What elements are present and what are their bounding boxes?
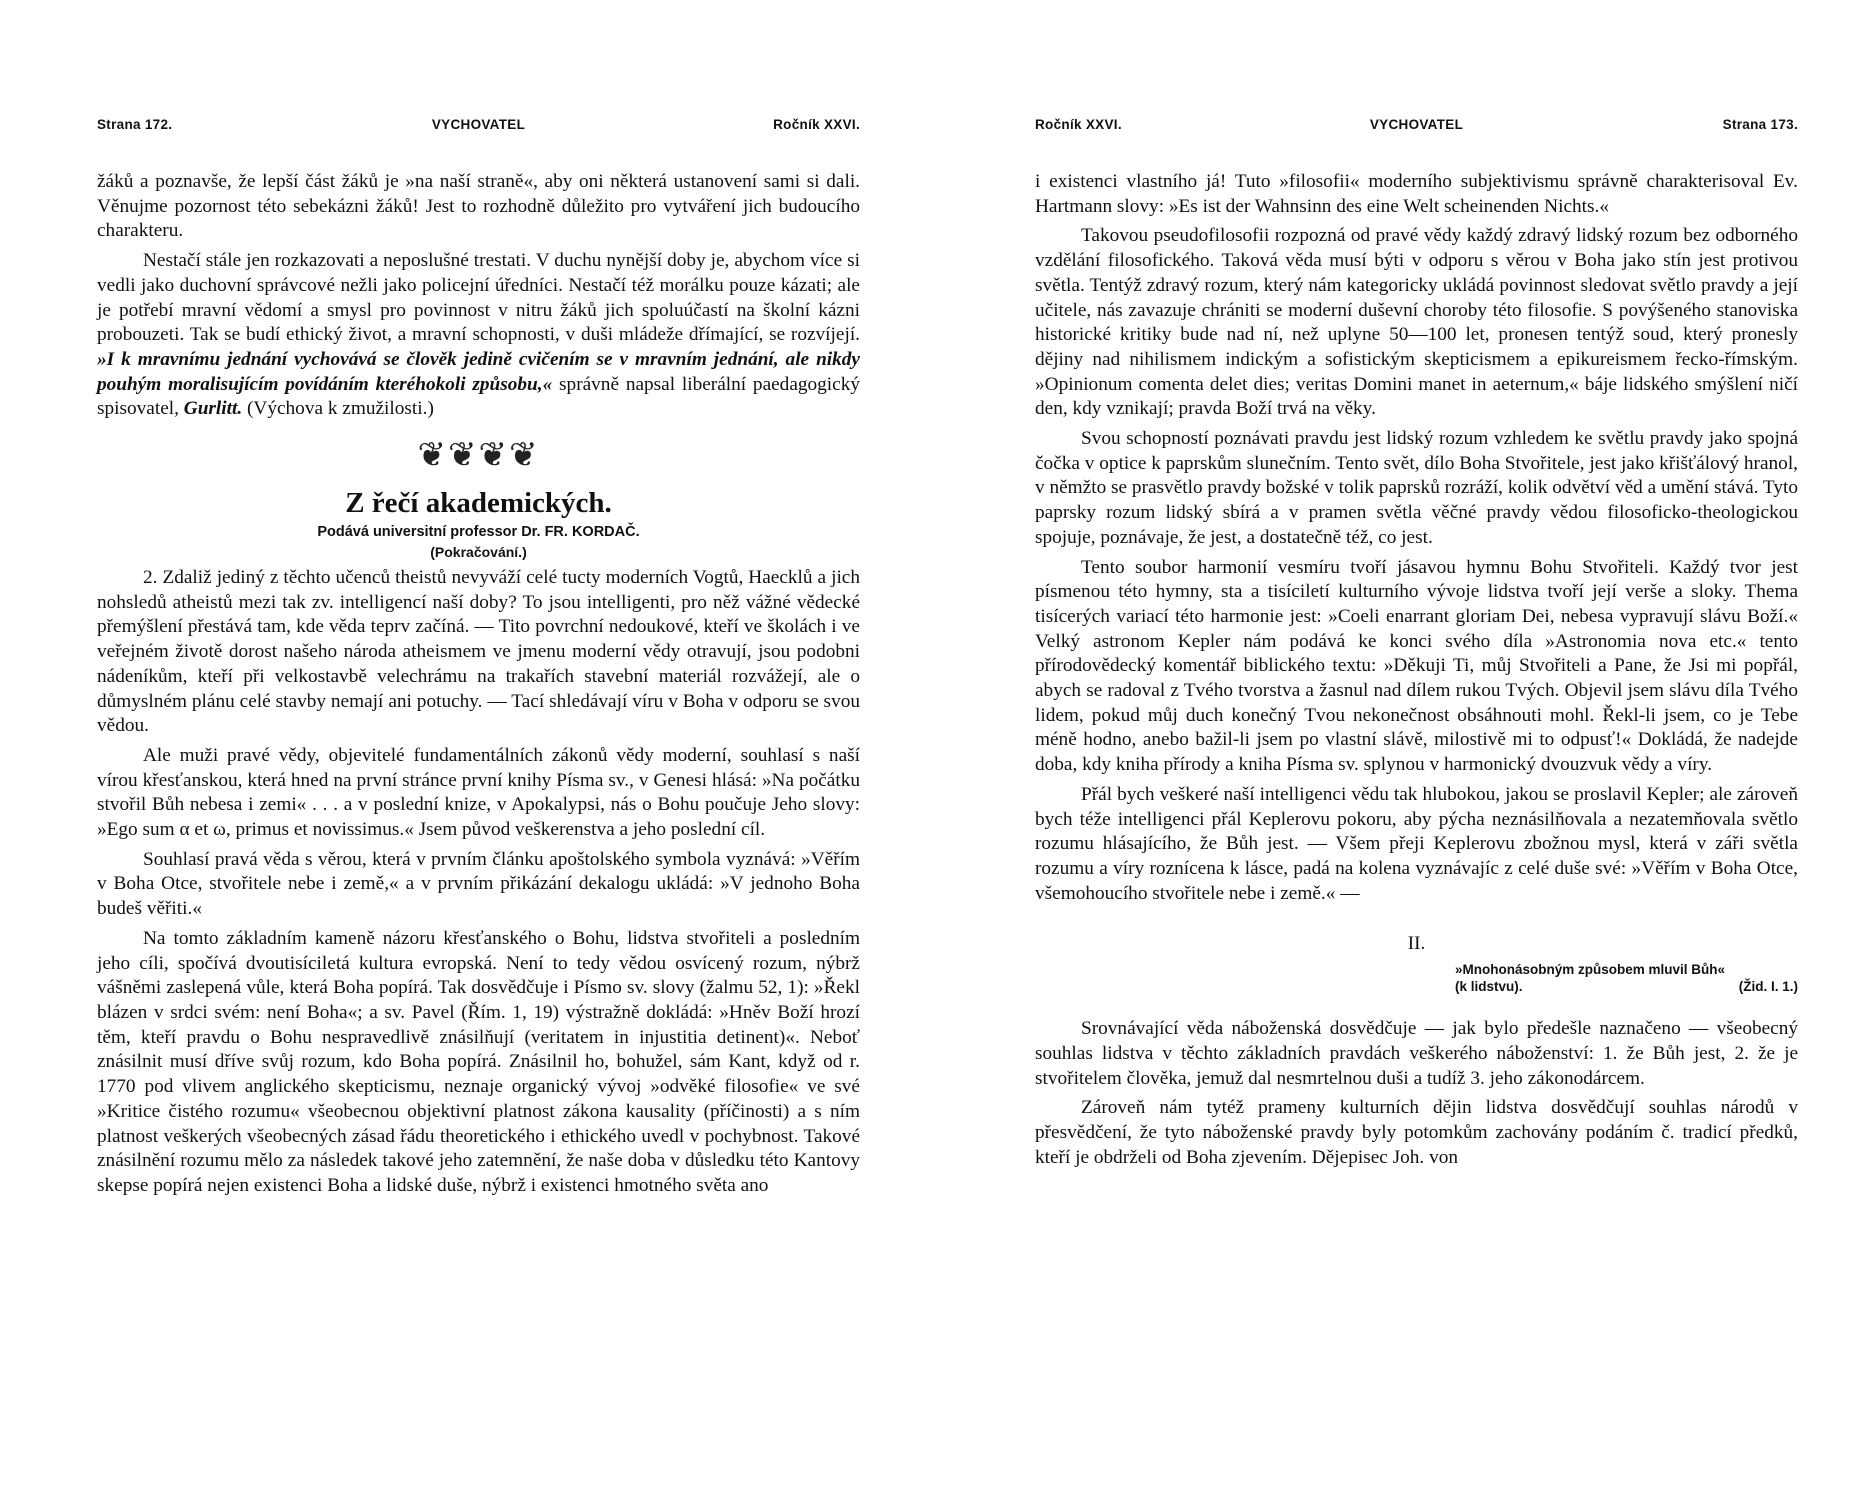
epigraph-note: (k lidstvu). — [1455, 979, 1523, 995]
page-number: Strana 173. — [1722, 117, 1798, 132]
paragraph: Tento soubor harmonií vesmíru tvoří jásavou hymnu Bohu Stvořiteli. Každý tvor jest písmenou této hymny, sta a tisíciletí kulturního vývoje lidstva tvoří její verše a sloky. Thema tisícerých variací této harmonie jest: »Coeli enarrant gloriam Dei, nebesa vypravují slávu Boží.« Velký astronom Kepler nám podává ke konci svého díla »Astronomia nova etc.« tento přírodovědecký komentář biblického textu: »Děkuji Ti, můj Stvořiteli a Pane, že Jsi mi popřál, abych se radoval z Tvého tvorstva a žasnul nad dílem rukou Tvých. Objevil jsem slávu díla Tvého lidem, pokud můj duch konečný Tvou nekonečnost obsáhnouti mohl. Řekl-li jsem, co je Tebe méně hodno, anebo bažil-li jsem po vlastní slávě, milostivě mi to odpusť!« Dokládá, že nadejde doba, kdy kniha přírody a kniha Písma sv. splynou v harmonický dvouzvuk vědy a víry. — [1035, 556, 1798, 776]
paragraph: Takovou pseudofilosofii rozpozná od pravé vědy každý zdravý lidský rozum bez odborného vzdělání filosofického. Taková věda musí býti v odporu s věrou v Boha jako stín jest protivou světla. Tentýž zdravý rozum, který nám kategoricky ukládá povinnost sledovat světlo pravdy a její učitele, nás zavazuje chrániti se moderní duševní choroby této filosofie. S povýšeného stanoviska historické kritiky bude nad ní, než uplyne 50—100 let, pronesen tentýž soud, který pronesly dějiny nad nihilismem indickým a sofistickým skepticismem a epikureismem řecko-římským. »Opinionum comenta delet dies; veritas Domini manet in aeternum,« báje lidského smýšlení ničí den, kdy vznikají; pravda Boží trvá na věky. — [1035, 225, 1798, 420]
journal-title: VYCHOVATEL — [1369, 117, 1464, 132]
volume-label: Ročník XXVI. — [773, 117, 860, 132]
paragraph: 2. Zdaliž jediný z těchto učenců theistů nevyváží celé tucty moderních Vogtů, Haecklů a jich nohsledů atheistů mezi tak zv. intelligencí naší doby? To jsou intelligenti, pro něž vážné vědecké přemýšlení přestává tam, kde věda teprv začíná. — Tito povrchní nedoukové, kteří ve školách i ve veřejném životě dorost našeho národa atheismem ve jmenu moderní vědy otravují, jsou podobni nádeníkům, kteří při velkostavbě velechrámu na trakařích stavební materiál rozvážejí, ale o důmyslném plánu celé stavby nemají ani potuchy. — Tací shledávají víru v Boha v odporu se svou vědou. — [97, 567, 860, 737]
journal-title: VYCHOVATEL — [431, 117, 526, 132]
paragraph: i existenci vlastního já! Tuto »filosofii« moderního subjektivismu správně charakterisoval Ev. Hartmann slovy: »Es ist der Wahnsinn des eine Welt scheinenden Nichts.« — [1035, 171, 1798, 217]
epigraph-quote: »Mnohonásobným způsobem mluvil Bůh« — [1455, 962, 1726, 978]
volume-label: Ročník XXVI. — [1035, 117, 1122, 132]
left-body — [97, 170, 860, 1204]
article-byline: Podává universitní professor Dr. FR. KORDAČ. — [317, 524, 640, 541]
article-title: Z řečí akademických. — [345, 487, 612, 520]
paragraph: Souhlasí pravá věda s věrou, která v prvním článku apoštolského symbola vyznává: »Věřím v Boha Otce, stvořitele nebe i země,« a v prvním přikázání dekalogu ukládá: »V jednoho Boha budeš věřiti.« — [97, 848, 860, 920]
epigraph-source: (Žid. I. 1.) — [1738, 979, 1798, 995]
left-page — [97, 0, 860, 1500]
running-head — [1035, 117, 1798, 137]
ornament: ❦❦❦❦ — [417, 437, 540, 475]
paragraph: Přál bych veškeré naší intelligenci vědu tak hlubokou, jakou se proslavil Kepler; ale zároveň bych téže intelligenci přál Keplerovu pokoru, aby pýcha neznásilňovala a nezatemňovala světlo rozumu hlásajícího, že Bůh jest. — Všem přeji Keplerovu zbožnou mysl, která v záři světla rozumu a víry roznícena k lásce, padá na kolena vyznávajíc z celé duše své: »Věřím v Boha Otce, všemohoucího stvořitele nebe i země.« — — [1035, 783, 1798, 904]
continuation-note: (Pokračování.) — [430, 544, 527, 561]
right-body — [1035, 170, 1798, 1175]
paragraph: Ale muži pravé vědy, objevitelé fundamentálních zákonů vědy moderní, souhlasí s naší vírou křesťanskou, která hned na první stránce první knihy Písma sv., v Genesi hlásá: »Na počátku stvořil Bůh nebesa i zemi« . . . a v poslední knize, v Apokalypsi, nás o Bohu poučuje Jeho slovy: »Ego sum α et ω, primus et novissimus.« Jsem původ veškerenstva a jeho poslední cíl. — [97, 744, 860, 841]
section-number: II. — [1407, 933, 1426, 955]
paragraph: Svou schopností poznávati pravdu jest lidský rozum vzhledem ke světlu pravdy jako spojná čočka v optice k paprskům slunečním. Tento svět, dílo Boha Stvořitele, jest jako křišťálový hranol, v němžto se prasvětlo pravdy božské v tolik paprsků rozráží, kolik odvětví věd a umění stává. Tyto paprsky rozum lidský sbírá a v pramen světla věčné pravdy vědou filosoficko-theologickou spojuje, poznávaje, že jest, a dostatečně též, co jest. — [1035, 428, 1798, 548]
page-number: Strana 172. — [97, 117, 173, 132]
paragraph: Srovnávající věda náboženská dosvědčuje — jak bylo předešle naznačeno — všeobecný souhlas lidstva v těchto základních pravdách veškerého náboženství: 1. že Bůh jest, 2. že je stvořitelem člověka, jemuž dal nesmrtelnou duši a tudíž 3. jeho zákonodárcem. — [1035, 1018, 1798, 1089]
paragraph: žáků a poznavše, že lepší část žáků je »na naší straně«, aby oni některá ustanovení sami si dali. Věnujme pozornost této sebekázni žáků! Jest to rozhodně důležito pro vytváření jich budoucího charakteru. — [97, 171, 860, 242]
running-head — [97, 117, 860, 137]
paragraph: Nestačí stále jen rozkazovati a neposlušné trestati. V duchu nynější doby je, abychom více si vedli jako duchovní správcové nežli jako policejní úředníci. Nestačí též morálku pouze kázati; ale je potřebí mravní vědomí a smysl pro povinnost v nitru žáků jich spoluúčastí na školní kázni probouzeti. Tak se budí ethický život, a mravní schopnosti, v duši mládeže dřímající, se rozvíjejí. »I k mravnímu jednání vychovává se člověk jedině cvičením se v mravním jednání, ale nikdy pouhým moralisujícím povídáním kteréhokoli způsobu,« správně napsal liberální paedagogický spisovatel, Gurlitt. (Výchova k zmužilosti.) — [97, 250, 860, 420]
right-page — [1035, 0, 1798, 1500]
epigraph — [1455, 961, 1798, 995]
paragraph: Na tomto základním kameně názoru křesťanského o Bohu, lidstva stvořiteli a posledním jeho cíli, spočívá dvoutisíciletá kultura evropská. Není to tedy vědou osvícený rozum, nýbrž vášněmi zaslepená vůle, která Boha popírá. Tak dosvědčuje i Písmo sv. slovy (žalmu 52, 1): »Řekl blázen v srdci svém: není Boha«; a sv. Pavel (Řím. 1, 19) výstražně dokládá: »Hněv Boží hrozí těm, kteří pravdu o Bohu nespravedlivě znásilňují (veritatem in injustitia detinent)«. Neboť znásilnit musí dříve svůj rozum, kdo Boha popírá. Znásilnil ho, bohužel, sám Kant, když od r. 1770 pod vlivem anglického skepticismu, neznaje organický vývoj »odvěké filosofie« ve své »Kritice čistého rozumu« všeobecnou objektivní platnost zákona kausality (příčinosti) a s ním platnost veškerých všeobecných zásad řádu theoretického i ethického uvedl v pochybnost. Takové znásilnění rozumu mělo za následek takové jeho zatemnění, že naše doba v důsledku této Kantovy skepse popírá nejen existenci Boha a lidské duše, nýbrž i existenci hmotného světa ano — [97, 927, 860, 1196]
paragraph: Zároveň nám tytéž prameny kulturních dějin lidstva dosvědčují souhlas národů v přesvědčení, že tyto náboženské pravdy byly potomkům zachovány podáním č. tradicí předků, kteří je obdrželi od Boha zjevením. Dějepisec Joh. von — [1035, 1097, 1798, 1168]
quote: »I k mravnímu jednání vychovává se člověk jedině cvičením se v mravním jednání, ale nikdy pouhým moralisujícím povídáním kteréhokoli způsobu,« — [97, 348, 860, 395]
author-name: Gurlitt. — [183, 398, 243, 420]
